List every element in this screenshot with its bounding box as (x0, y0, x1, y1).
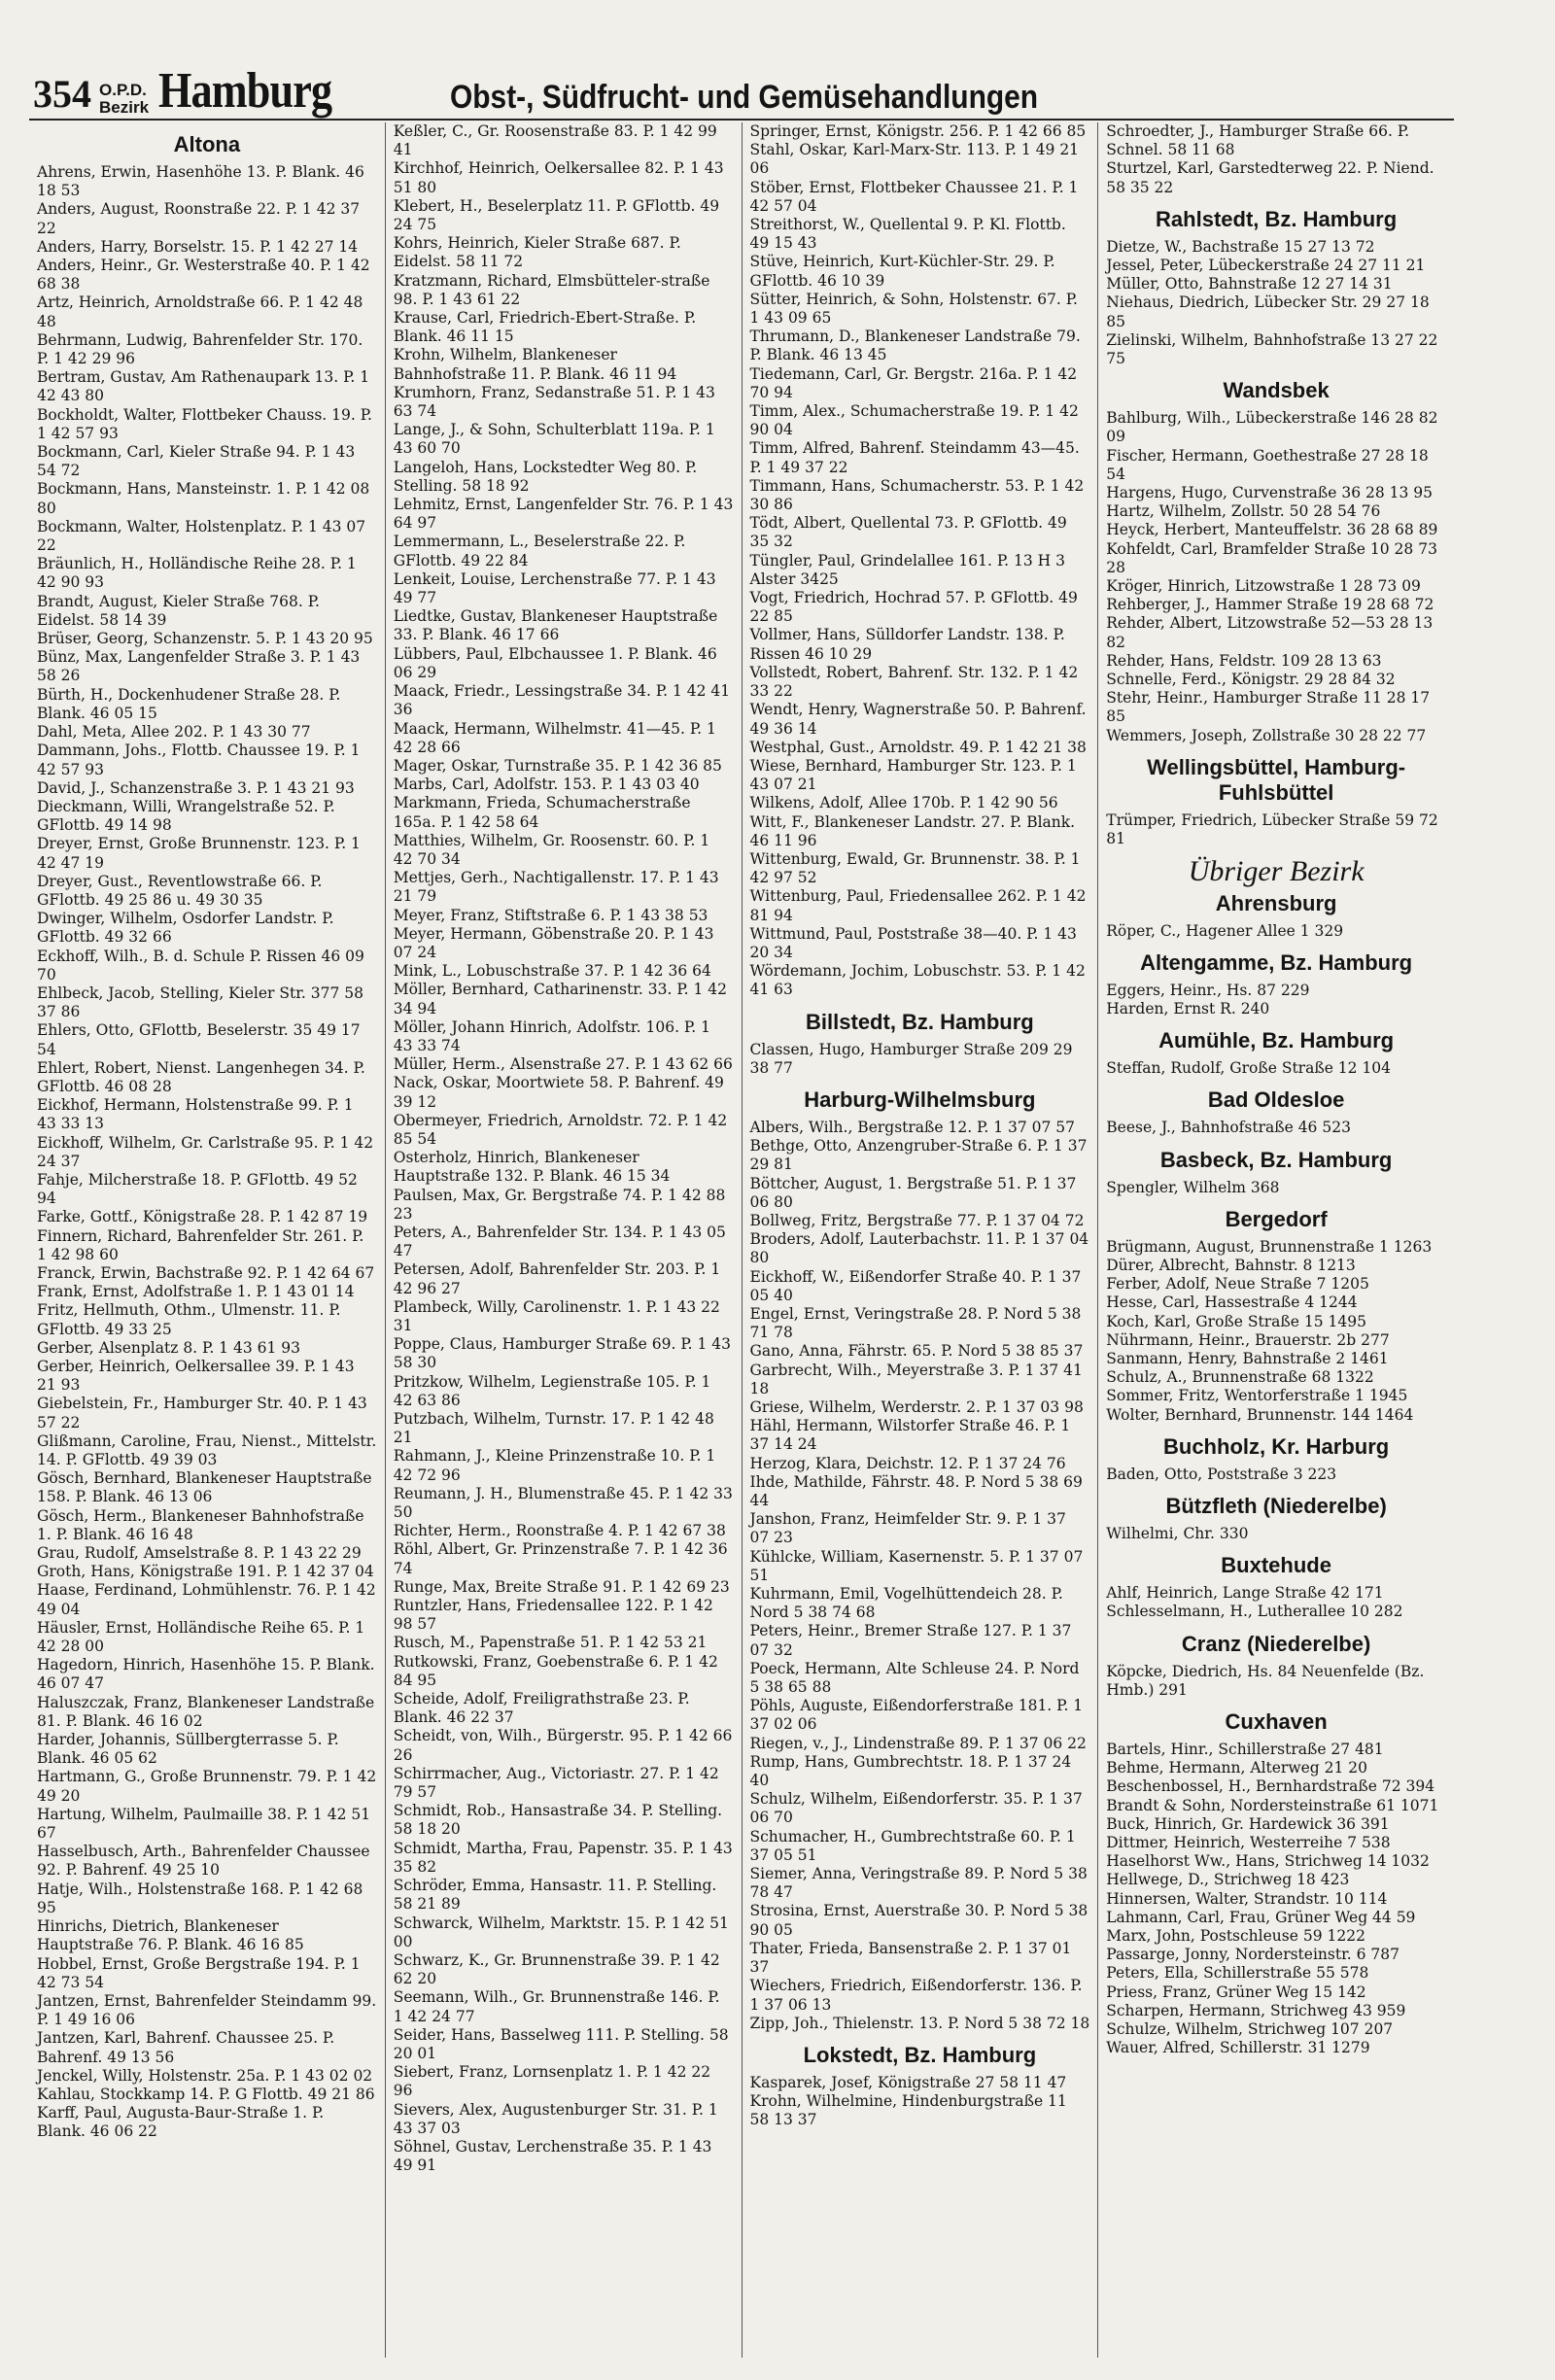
directory-entry: Sütter, Heinrich, & Sohn, Holstenstr. 67. P. 1 43 09 65 (749, 290, 1078, 328)
directory-entry: Hasselbusch, Arth., Bahrenfelder Chaussee 92. P. Bahrenf. 49 25 10 (37, 1843, 370, 1880)
directory-entry: Rehder, Hans, Feldstr. 109 28 13 63 (1106, 651, 1382, 670)
page-header (33, 58, 1452, 117)
place-heading: Billstedt, Bz. Hamburg (806, 1009, 1034, 1034)
directory-entry: Hartung, Wilhelm, Paulmaille 38. P. 1 42 51 67 (37, 1805, 371, 1843)
directory-entry: Röper, C., Hagener Allee 1 329 (1106, 921, 1344, 940)
directory-entry: Wilkens, Adolf, Allee 170b. P. 1 42 90 56 (749, 794, 1058, 812)
directory-entry: Mager, Oskar, Turnstraße 35. P. 1 42 36 85 (393, 756, 722, 775)
directory-entry: Wilhelmi, Chr. 330 (1106, 1524, 1249, 1542)
directory-entry: Böttcher, August, 1. Bergstraße 51. P. 1 37 06 80 (749, 1174, 1077, 1211)
directory-entry: Behme, Hermann, Alterweg 21 20 (1106, 1759, 1368, 1777)
directory-entry: Haluszczak, Franz, Blankeneser Landstraße 81. P. Blank. 46 16 02 (37, 1693, 375, 1730)
directory-entry: Schröder, Emma, Hansastr. 11. P. Stelling. 58 21 89 (393, 1877, 717, 1914)
directory-entry: Kühlcke, William, Kasernenstr. 5. P. 1 37 07 51 (749, 1547, 1084, 1584)
directory-entry: Tüngler, Paul, Grindelallee 161. P. 13 H 3 Alster 3425 (749, 551, 1065, 588)
directory-entry: David, J., Schanzenstraße 3. P. 1 43 21 93 (37, 778, 355, 797)
directory-entry: Ehlert, Robert, Nienst. Langenhegen 34. P. GFlottb. 46 08 28 (37, 1058, 365, 1095)
directory-entry: Häusler, Ernst, Holländische Reihe 65. P. 1 42 28 00 (37, 1618, 365, 1656)
place-heading: Cuxhaven (1225, 1708, 1328, 1734)
directory-entry: Timm, Alex., Schumacherstraße 19. P. 1 42 90 04 (749, 402, 1079, 439)
directory-entry: Ferber, Adolf, Neue Straße 7 1205 (1106, 1275, 1369, 1293)
columns-container (29, 122, 1454, 2358)
directory-entry: Bünz, Max, Langenfelder Straße 3. P. 1 43 58 26 (37, 648, 361, 685)
directory-entry: Anders, Harry, Borselstr. 15. P. 1 42 27 14 (37, 237, 359, 256)
directory-entry: Steffan, Rudolf, Große Straße 12 104 (1106, 1059, 1392, 1078)
directory-entry: Schmidt, Rob., Hansastraße 34. P. Stelling. 58 18 20 (393, 1802, 723, 1839)
directory-entry: Hartz, Wilhelm, Zollstr. 50 28 54 76 (1106, 502, 1381, 521)
directory-entry: Spengler, Wilhelm 368 (1106, 1178, 1280, 1196)
directory-entry: Lenkeit, Louise, Lerchenstraße 77. P. 1 43 49 77 (393, 569, 716, 607)
directory-entry: Vollmer, Hans, Sülldorfer Landstr. 138. P. Rissen 46 10 29 (749, 626, 1065, 663)
directory-entry: Timm, Alfred, Bahrenf. Steindamm 43—45. P. 1 49 37 22 (749, 439, 1080, 476)
directory-entry: Bethge, Otto, Anzengruber-Straße 6. P. 1 37 29 81 (749, 1137, 1088, 1174)
directory-entry: Ehlers, Otto, GFlottb, Beselerstr. 35 49 17 54 (37, 1021, 361, 1058)
directory-entry: Schnelle, Ferd., Königstr. 29 28 84 32 (1106, 671, 1396, 689)
directory-entry: Möller, Bernhard, Catharinenstr. 33. P. 1 42 34 94 (393, 981, 727, 1018)
directory-entry: Jenckel, Willy, Holstenstr. 25a. P. 1 43 02 02 (37, 2066, 373, 2085)
directory-entry: Anders, August, Roonstraße 22. P. 1 42 37 22 (37, 200, 361, 237)
directory-column (1097, 122, 1454, 2358)
directory-entry: Stöber, Ernst, Flottbeker Chaussee 21. P. 1 42 57 04 (749, 178, 1079, 215)
place-heading: Bad Oldesloe (1207, 1087, 1345, 1113)
directory-entry: Schwarck, Wilhelm, Marktstr. 15. P. 1 42 51 00 (393, 1914, 729, 1950)
directory-entry: Kohrs, Heinrich, Kieler Straße 687. P. Eidelst. 58 11 72 (393, 234, 681, 271)
directory-entry: Sommer, Fritz, Wentorferstraße 1 1945 (1106, 1387, 1408, 1405)
district-label (99, 82, 149, 117)
directory-entry: Kuhrmann, Emil, Vogelhüttendeich 28. P. Nord 5 38 74 68 (749, 1585, 1063, 1622)
directory-entry: Schirrmacher, Aug., Victoriastr. 27. P. 1 42 79 57 (393, 1764, 719, 1802)
directory-entry: Marx, John, Postschleuse 59 1222 (1106, 1927, 1365, 1945)
directory-entry: Peters, Heinr., Bremer Straße 127. P. 1 37 07 32 (749, 1622, 1072, 1659)
directory-entry: Giebelstein, Fr., Hamburger Str. 40. P. 1 43 57 22 (37, 1395, 367, 1431)
district-line-2: Bezirk (99, 98, 150, 117)
directory-column (29, 122, 385, 2358)
directory-entry: Tiedemann, Carl, Gr. Bergstr. 216a. P. 1 42 70 94 (749, 364, 1078, 401)
directory-entry: Maack, Hermann, Wilhelmstr. 41—45. P. 1 42 28 66 (393, 719, 716, 756)
place-heading: Wandsbek (1223, 378, 1330, 403)
directory-entry: Fischer, Hermann, Goethestraße 27 28 18 54 (1106, 446, 1429, 483)
directory-entry: Streithorst, W., Quellental 9. P. Kl. Flottb. 49 15 43 (749, 216, 1066, 253)
directory-entry: Dammann, Johs., Flottb. Chaussee 19. P. 1 42 57 93 (37, 742, 361, 778)
directory-entry: Runge, Max, Breite Straße 91. P. 1 42 69 23 (393, 1577, 730, 1596)
directory-entry: Schwarz, K., Gr. Brunnenstraße 39. P. 1 42 62 20 (393, 1950, 720, 1988)
directory-entry: Timmann, Hans, Schumacherstr. 53. P. 1 42 30 86 (749, 476, 1085, 514)
directory-entry: Scheide, Adolf, Freiligrathstraße 23. P. Blank. 46 22 37 (393, 1690, 690, 1727)
directory-entry: Poppe, Claus, Hamburger Straße 69. P. 1 43 58 30 (393, 1335, 731, 1372)
directory-entry: Wemmers, Joseph, Zollstraße 30 28 22 77 (1106, 726, 1427, 744)
directory-entry: Peters, Ella, Schillerstraße 55 578 (1106, 1964, 1369, 1983)
directory-entry: Rump, Hans, Gumbrechtstr. 18. P. 1 37 24 40 (749, 1752, 1072, 1790)
directory-entry: Hinnersen, Walter, Strandstr. 10 114 (1106, 1889, 1388, 1908)
directory-entry: Meyer, Hermann, Göbenstraße 20. P. 1 43 07 24 (393, 924, 714, 961)
directory-entry: Tödt, Albert, Quellental 73. P. GFlottb. 49 35 32 (749, 514, 1067, 551)
directory-entry: Wauer, Alfred, Schillerstr. 31 1279 (1106, 2039, 1370, 2057)
directory-entry: Hagedorn, Hinrich, Hasenhöhe 15. P. Blank. 46 07 47 (37, 1656, 375, 1693)
directory-entry: Krohn, Wilhelm, Blankeneser Bahnhofstraße 11. P. Blank. 46 11 94 (393, 346, 677, 383)
directory-entry: Osterholz, Hinrich, Blankeneser Hauptstraße 132. P. Blank. 46 15 34 (393, 1149, 671, 1186)
directory-entry: Nührmann, Heinr., Brauerstr. 2b 277 (1106, 1330, 1390, 1349)
directory-entry: Müller, Otto, Bahnstraße 12 27 14 31 (1106, 275, 1393, 293)
directory-entry: Dreyer, Ernst, Große Brunnenstr. 123. P. 1 42 47 19 (37, 835, 361, 872)
directory-entry: Bockmann, Hans, Mansteinstr. 1. P. 1 42 08 80 (37, 480, 370, 517)
directory-entry: Kröger, Hinrich, Litzowstraße 1 28 73 09 (1106, 577, 1421, 596)
directory-entry: Dietze, W., Bachstraße 15 27 13 72 (1106, 237, 1375, 256)
directory-entry: Passarge, Jonny, Nordersteinstr. 6 787 (1106, 1946, 1400, 1964)
directory-entry: Thrumann, D., Blankeneser Landstraße 79. P. Blank. 46 13 45 (749, 328, 1081, 364)
city-title: Hamburg (158, 63, 332, 119)
directory-entry: Witt, F., Blankeneser Landstr. 27. P. Blank. 46 11 96 (749, 812, 1076, 849)
directory-entry: Mettjes, Gerh., Nachtigallenstr. 17. P. 1 43 21 79 (393, 869, 719, 906)
directory-entry: Gerber, Heinrich, Oelkersallee 39. P. 1 43 21 93 (37, 1358, 355, 1395)
directory-entry: Schulz, Wilhelm, Eißendorferstr. 35. P. 1 37 06 70 (749, 1790, 1083, 1827)
directory-entry: Grau, Rudolf, Amselstraße 8. P. 1 43 22 29 (37, 1544, 362, 1563)
place-heading: Altengamme, Bz. Hamburg (1140, 949, 1413, 975)
directory-entry: Hargens, Hugo, Curvenstraße 36 28 13 95 (1106, 484, 1434, 502)
place-heading: Aumühle, Bz. Hamburg (1158, 1028, 1395, 1053)
place-heading: Rahlstedt, Bz. Hamburg (1156, 206, 1398, 231)
directory-entry: Mink, L., Lobuschstraße 37. P. 1 42 36 64 (393, 962, 711, 981)
directory-entry: Jantzen, Ernst, Bahrenfelder Steindamm 99. P. 1 49 16 06 (37, 1991, 377, 2029)
directory-entry: Ehlbeck, Jacob, Stelling, Kieler Str. 377 58 37 86 (37, 983, 363, 1021)
directory-entry: Stehr, Heinr., Hamburger Straße 11 28 17 85 (1106, 689, 1431, 726)
directory-entry: Groth, Hans, Königstraße 191. P. 1 42 37 04 (37, 1563, 374, 1581)
directory-entry: Krause, Carl, Friedrich-Ebert-Straße. P. Blank. 46 11 15 (393, 309, 697, 346)
directory-entry: Behrmann, Ludwig, Bahrenfelder Str. 170. P. 1 42 29 96 (37, 330, 363, 368)
directory-entry: Kasparek, Josef, Königstraße 27 58 11 47 (749, 2073, 1067, 2091)
directory-column (385, 122, 742, 2358)
directory-entry: Lübbers, Paul, Elbchaussee 1. P. Blank. 46 06 29 (393, 644, 717, 681)
directory-entry: Vogt, Friedrich, Hochrad 57. P. GFlottb. 49 22 85 (749, 589, 1078, 626)
directory-entry: Hatje, Wilh., Holstenstraße 168. P. 1 42 68 95 (37, 1880, 363, 1916)
directory-entry: Farke, Gottf., Königstraße 28. P. 1 42 87 19 (37, 1208, 368, 1226)
directory-entry: Möller, Johann Hinrich, Adolfstr. 106. P. 1 43 33 74 (393, 1018, 710, 1054)
category-title: Obst-, Südfrucht- und Gemüsehandlungen (450, 79, 1039, 116)
directory-entry: Franck, Erwin, Bachstraße 92. P. 1 42 64 67 (37, 1263, 375, 1282)
directory-entry: Hellwege, D., Strichweg 18 423 (1106, 1871, 1350, 1889)
directory-entry: Lahmann, Carl, Frau, Grüner Weg 44 59 (1106, 1908, 1416, 1926)
directory-entry: Lange, J., & Sohn, Schulterblatt 119a. P. 1 43 60 70 (393, 421, 715, 458)
directory-entry: Classen, Hugo, Hamburger Straße 209 29 38 77 (749, 1040, 1073, 1077)
directory-entry: Richter, Herm., Roonstraße 4. P. 1 42 67 38 (393, 1522, 726, 1540)
directory-entry: Brandt, August, Kieler Straße 768. P. Eidelst. 58 14 39 (37, 592, 320, 629)
directory-entry: Schroedter, J., Hamburger Straße 66. P. Schnel. 58 11 68 (1106, 122, 1410, 159)
place-heading: Wellingsbüttel, Hamburg-Fuhlsbüttel (1147, 754, 1406, 805)
directory-entry: Harden, Ernst R. 240 (1106, 999, 1270, 1018)
directory-entry: Meyer, Franz, Stiftstraße 6. P. 1 43 38 53 (393, 906, 708, 924)
directory-entry: Kirchhof, Heinrich, Oelkersallee 82. P. 1 43 51 80 (393, 159, 724, 196)
directory-entry: Kahlau, Stockkamp 14. P. G Flottb. 49 21 86 (37, 2085, 375, 2103)
directory-entry: Runtzler, Hans, Friedensallee 122. P. 1 42 98 57 (393, 1597, 713, 1634)
directory-entry: Wiese, Bernhard, Hamburger Str. 123. P. 1 43 07 21 (749, 756, 1077, 794)
directory-entry: Heyck, Herbert, Manteuffelstr. 36 28 68 89 (1106, 521, 1438, 539)
directory-entry: Bockmann, Walter, Holstenplatz. P. 1 43 07 22 (37, 517, 366, 555)
directory-entry: Wördemann, Jochim, Lobuschstr. 53. P. 1 42 41 63 (749, 962, 1086, 999)
place-heading: Altona (173, 132, 241, 156)
directory-entry: Nack, Oskar, Moortwiete 58. P. Bahrenf. 49 39 12 (393, 1074, 724, 1111)
directory-entry: Schmidt, Martha, Frau, Papenstr. 35. P. 1 43 35 82 (393, 1839, 733, 1876)
directory-entry: Springer, Ernst, Königstr. 256. P. 1 42 66 85 (749, 122, 1087, 140)
directory-entry: Wittenburg, Ewald, Gr. Brunnenstr. 38. P. 1 42 97 52 (749, 849, 1081, 887)
directory-entry: Hesse, Carl, Hassestraße 4 1244 (1106, 1293, 1358, 1312)
directory-entry: Schulze, Wilhelm, Strichweg 107 207 (1106, 2020, 1394, 2039)
directory-entry: Vollstedt, Robert, Bahrenf. Str. 132. P. 1 42 33 22 (749, 663, 1079, 701)
directory-entry: Eickhoff, W., Eißendorfer Straße 40. P. 1 37 05 40 (749, 1267, 1082, 1304)
directory-entry: Gerber, Alsenplatz 8. P. 1 43 61 93 (37, 1338, 300, 1357)
directory-entry: Brüser, Georg, Schanzenstr. 5. P. 1 43 20 95 (37, 630, 373, 648)
directory-entry: Hobbel, Ernst, Große Bergstraße 194. P. 1 42 73 54 (37, 1954, 361, 1991)
directory-entry: Poeck, Hermann, Alte Schleuse 24. P. Nord 5 38 65 88 (749, 1659, 1080, 1697)
directory-entry: Eckhoff, Wilh., B. d. Schule P. Rissen 46 09 70 (37, 947, 364, 983)
directory-entry: Gano, Anna, Fährstr. 65. P. Nord 5 38 85 37 (749, 1342, 1084, 1361)
directory-entry: Thater, Frieda, Bansenstraße 2. P. 1 37 01 37 (749, 1939, 1072, 1977)
directory-entry: Haselhorst Ww., Hans, Strichweg 14 1032 (1106, 1852, 1430, 1871)
directory-entry: Eickhoff, Wilhelm, Gr. Carlstraße 95. P. 1 42 24 37 (37, 1133, 374, 1170)
directory-entry: Riegen, v., J., Lindenstraße 89. P. 1 37 06 22 (749, 1734, 1087, 1752)
directory-entry: Zipp, Joh., Thielenstr. 13. P. Nord 5 38 72 18 (749, 2014, 1090, 2032)
directory-entry: Lemmermann, L., Beselerstraße 22. P. GFlottb. 49 22 84 (393, 533, 686, 569)
directory-entry: Lehmitz, Ernst, Langenfelder Str. 76. P. 1 43 64 97 (393, 496, 734, 533)
directory-entry: Brandt & Sohn, Nordersteinstraße 61 1071 (1106, 1796, 1439, 1814)
directory-entry: Hähl, Hermann, Wilstorfer Straße 46. P. 1 37 14 24 (749, 1417, 1071, 1454)
directory-entry: Hinrichs, Dietrich, Blankeneser Hauptstraße 76. P. Blank. 46 16 85 (37, 1917, 304, 1954)
directory-entry: Haase, Ferdinand, Lohmühlenstr. 76. P. 1 42 49 04 (37, 1581, 376, 1618)
directory-entry: Pöhls, Auguste, Eißendorferstraße 181. P. 1 37 02 06 (749, 1697, 1084, 1734)
directory-entry: Sanmann, Henry, Bahnstraße 2 1461 (1106, 1349, 1389, 1367)
directory-entry: Putzbach, Wilhelm, Turnstr. 17. P. 1 42 48 21 (393, 1410, 714, 1447)
place-heading: Buxtehude (1221, 1553, 1331, 1578)
page-number: 354 (33, 72, 91, 116)
directory-entry: Bräunlich, H., Holländische Reihe 28. P. 1 42 90 93 (37, 555, 357, 592)
directory-entry: Rahmann, J., Kleine Prinzenstraße 10. P. 1 42 72 96 (393, 1447, 716, 1484)
header-rule (29, 119, 1454, 121)
directory-entry: Obermeyer, Friedrich, Arnoldstr. 72. P. 1 42 85 54 (393, 1111, 728, 1148)
directory-entry: Beschenbossel, H., Bernhardstraße 72 394 (1106, 1777, 1435, 1796)
directory-entry: Anders, Heinr., Gr. Westerstraße 40. P. 1 42 68 38 (37, 257, 370, 293)
directory-entry: Bahlburg, Wilh., Lübeckerstraße 146 28 82 09 (1106, 409, 1438, 446)
directory-entry: Jantzen, Karl, Bahrenf. Chaussee 25. P. Bahrenf. 49 13 56 (37, 2029, 335, 2066)
directory-entry: Seider, Hans, Basselweg 111. P. Stelling. 58 20 01 (393, 2025, 729, 2062)
directory-entry: Siemer, Anna, Veringstraße 89. P. Nord 5 38 78 47 (749, 1865, 1088, 1902)
directory-entry: Karff, Paul, Augusta-Baur-Straße 1. P. Blank. 46 06 22 (37, 2104, 325, 2141)
directory-entry: Niehaus, Diedrich, Lübecker Str. 29 27 18 85 (1106, 293, 1430, 330)
directory-entry: Rutkowski, Franz, Goebenstraße 6. P. 1 42 84 95 (393, 1652, 718, 1689)
directory-entry: Trümper, Friedrich, Lübecker Straße 59 72 81 (1106, 811, 1438, 848)
directory-entry: Schumacher, H., Gumbrechtstraße 60. P. 1 37 05 51 (749, 1827, 1076, 1864)
directory-entry: Müller, Herm., Alsenstraße 27. P. 1 43 62 66 (393, 1055, 733, 1074)
directory-column (742, 122, 1098, 2358)
directory-entry: Fahje, Milcherstraße 18. P. GFlottb. 49 52 94 (37, 1170, 358, 1208)
directory-entry: Gösch, Herm., Blankeneser Bahnhofstraße 1. P. Blank. 46 16 48 (37, 1506, 364, 1543)
directory-entry: Kratzmann, Richard, Elmsbütteler-straße 98. P. 1 43 61 22 (393, 271, 710, 308)
directory-entry: Wittenburg, Paul, Friedensallee 262. P. 1 42 81 94 (749, 887, 1087, 924)
place-heading: Basbeck, Bz. Hamburg (1159, 1147, 1393, 1172)
directory-entry: Langeloh, Hans, Lockstedter Weg 80. P. Stelling. 58 18 92 (393, 458, 698, 495)
directory-entry: Eggers, Heinr., Hs. 87 229 (1106, 981, 1310, 999)
region-heading: Übriger Bezirk (1188, 855, 1365, 888)
directory-entry: Plambeck, Willy, Carolinenstr. 1. P. 1 43 22 31 (393, 1297, 720, 1334)
directory-entry: Zielinski, Wilhelm, Bahnhofstraße 13 27 22 75 (1106, 330, 1438, 368)
directory-entry: Bertram, Gustav, Am Rathenaupark 13. P. 1 42 43 80 (37, 368, 370, 405)
directory-entry: Sievers, Alex, Augustenburger Str. 31. P. 1 43 37 03 (393, 2100, 718, 2137)
directory-entry: Albers, Wilh., Bergstraße 12. P. 1 37 07 57 (749, 1118, 1076, 1136)
directory-entry: Bockholdt, Walter, Flottbeker Chauss. 19. P. 1 42 57 93 (37, 405, 372, 442)
place-heading: Buchholz, Kr. Harburg (1163, 1433, 1390, 1459)
directory-entry: Rusch, M., Papenstraße 51. P. 1 42 53 21 (393, 1634, 708, 1652)
directory-entry: Bürth, H., Dockenhudener Straße 28. P. Blank. 46 05 15 (37, 685, 341, 722)
directory-entry: Dieckmann, Willi, Wrangelstraße 52. P. GFlottb. 49 14 98 (37, 797, 335, 835)
directory-entry: Strosina, Ernst, Auerstraße 30. P. Nord 5 38 90 05 (749, 1902, 1088, 1939)
directory-entry: Krumhorn, Franz, Sedanstraße 51. P. 1 43 63 74 (393, 383, 715, 421)
directory-entry: Markmann, Frieda, Schumacherstraße 165a. P. 1 42 58 64 (393, 794, 691, 831)
place-heading: Cranz (Niederelbe) (1181, 1631, 1371, 1656)
directory-entry: Beese, J., Bahnhofstraße 46 523 (1106, 1119, 1351, 1137)
place-heading: Bützfleth (Niederelbe) (1165, 1493, 1387, 1518)
directory-entry: Gösch, Bernhard, Blankeneser Hauptstraße 158. P. Blank. 46 13 06 (37, 1469, 372, 1506)
directory-entry: Dittmer, Heinrich, Westerreihe 7 538 (1106, 1833, 1391, 1851)
directory-entry: Buck, Hinrich, Gr. Hardewick 36 391 (1106, 1814, 1390, 1833)
directory-entry: Finnern, Richard, Bahrenfelder Str. 261. P. 1 42 98 60 (37, 1226, 364, 1263)
directory-entry: Scharpen, Hermann, Strichweg 43 959 (1106, 2001, 1406, 2019)
directory-entry: Kohfeldt, Carl, Bramfelder Straße 10 28 73 28 (1106, 539, 1437, 576)
directory-entry: Koch, Karl, Große Straße 15 1495 (1106, 1312, 1366, 1330)
directory-entry: Stüve, Heinrich, Kurt-Küchler-Str. 29. P. GFlottb. 46 10 39 (749, 253, 1055, 290)
directory-entry: Janshon, Franz, Heimfelder Str. 9. P. 1 37 07 23 (749, 1510, 1066, 1547)
directory-entry: Sturtzel, Karl, Garstedterweg 22. P. Niend. 58 35 22 (1106, 159, 1434, 196)
directory-entry: Garbrecht, Wilh., Meyerstraße 3. P. 1 37 41 18 (749, 1361, 1083, 1397)
place-heading: Bergedorf (1225, 1206, 1328, 1231)
district-line-1: O.P.D. (99, 81, 147, 99)
directory-entry: Frank, Ernst, Adolfstraße 1. P. 1 43 01 14 (37, 1283, 355, 1301)
place-heading: Ahrensburg (1215, 890, 1337, 915)
directory-entry: Hartmann, G., Große Brunnenstr. 79. P. 1 42 49 20 (37, 1768, 377, 1805)
directory-entry: Reumann, J. H., Blumenstraße 45. P. 1 42 33 50 (393, 1484, 733, 1522)
directory-entry: Keßler, C., Gr. Roosenstraße 83. P. 1 42 99 41 (393, 122, 717, 159)
directory-entry: Stahl, Oskar, Karl-Marx-Str. 113. P. 1 49 21 06 (749, 141, 1080, 178)
directory-entry: Ahrens, Erwin, Hasenhöhe 13. P. Blank. 46 18 53 (37, 163, 364, 200)
directory-entry: Krohn, Wilhelmine, Hindenburgstraße 11 58 13 37 (749, 2092, 1067, 2129)
directory-entry: Baden, Otto, Poststraße 3 223 (1106, 1465, 1337, 1483)
directory-entry: Petersen, Adolf, Bahrenfelder Str. 203. P. 1 42 96 27 (393, 1260, 721, 1297)
directory-entry: Scheidt, von, Wilh., Bürgerstr. 95. P. 1 42 66 26 (393, 1727, 733, 1764)
directory-entry: Westphal, Gust., Arnoldstr. 49. P. 1 42 21 38 (749, 738, 1087, 756)
directory-entry: Seemann, Wilh., Gr. Brunnenstraße 146. P. 1 42 24 77 (393, 1988, 720, 2025)
directory-entry: Herzog, Klara, Deichstr. 12. P. 1 37 24 76 (749, 1454, 1066, 1472)
directory-entry: Eickhof, Hermann, Holstenstraße 99. P. 1 43 33 13 (37, 1096, 354, 1133)
directory-entry: Wiechers, Friedrich, Eißendorferstr. 136. P. 1 37 06 13 (749, 1977, 1083, 2014)
directory-entry: Griese, Wilhelm, Werderstr. 2. P. 1 37 03 98 (749, 1398, 1084, 1416)
directory-entry: Siebert, Franz, Lornsenplatz 1. P. 1 42 22 96 (393, 2063, 711, 2100)
place-heading: Lokstedt, Bz. Hamburg (803, 2042, 1037, 2067)
directory-entry: Schlesselmann, H., Lutherallee 10 282 (1106, 1603, 1403, 1621)
directory-entry: Harder, Johannis, Süllbergterrasse 5. P. Blank. 46 05 62 (37, 1731, 339, 1768)
directory-entry: Ihde, Mathilde, Fährstr. 48. P. Nord 5 38 69 44 (749, 1472, 1083, 1510)
directory-entry: Maack, Friedr., Lessingstraße 34. P. 1 42 41 36 (393, 682, 731, 719)
directory-entry: Klebert, H., Beselerplatz 11. P. GFlottb. 49 24 75 (393, 196, 720, 234)
directory-entry: Wittmund, Paul, Poststraße 38—40. P. 1 43 20 34 (749, 924, 1077, 961)
directory-entry: Engel, Ernst, Veringstraße 28. P. Nord 5 38 71 78 (749, 1304, 1082, 1342)
directory-entry: Matthies, Wilhelm, Gr. Roosenstr. 60. P. 1 42 70 34 (393, 831, 710, 868)
directory-entry: Söhnel, Gustav, Lerchenstraße 35. P. 1 43 49 91 (393, 2137, 712, 2175)
directory-entry: Fritz, Hellmuth, Othm., Ulmenstr. 11. P. GFlottb. 49 33 25 (37, 1301, 341, 1338)
directory-entry: Rehberger, J., Hammer Straße 19 28 68 72 (1106, 596, 1434, 614)
directory-entry: Dahl, Meta, Allee 202. P. 1 43 30 77 (37, 723, 311, 742)
directory-entry: Bollweg, Fritz, Bergstraße 77. P. 1 37 04 72 (749, 1211, 1085, 1229)
directory-entry: Wolter, Bernhard, Brunnenstr. 144 1464 (1106, 1405, 1414, 1424)
directory-entry: Dwinger, Wilhelm, Osdorfer Landstr. P. GFlottb. 49 32 66 (37, 910, 334, 947)
directory-entry: Rehder, Albert, Litzowstraße 52—53 28 13 82 (1106, 614, 1434, 651)
directory-entry: Broders, Adolf, Lauterbachstr. 11. P. 1 37 04 80 (749, 1230, 1089, 1267)
directory-entry: Dreyer, Gust., Reventlowstraße 66. P. GFlottb. 49 25 86 u. 49 30 35 (37, 872, 323, 909)
directory-entry: Glißmann, Caroline, Frau, Nienst., Mittelstr. 14. P. GFlottb. 49 39 03 (37, 1431, 377, 1469)
directory-entry: Jessel, Peter, Lübeckerstraße 24 27 11 21 (1106, 257, 1426, 275)
directory-entry: Bockmann, Carl, Kieler Straße 94. P. 1 43 54 72 (37, 443, 356, 480)
directory-entry: Schulz, A., Brunnenstraße 68 1322 (1106, 1368, 1374, 1387)
directory-entry: Artz, Heinrich, Arnoldstraße 66. P. 1 42 48 48 (37, 293, 363, 330)
directory-entry: Bartels, Hinr., Schillerstraße 27 481 (1106, 1740, 1384, 1758)
directory-entry: Ahlf, Heinrich, Lange Straße 42 171 (1106, 1584, 1384, 1603)
directory-entry: Brügmann, August, Brunnenstraße 1 1263 (1106, 1237, 1433, 1256)
directory-entry: Köpcke, Diedrich, Hs. 84 Neuenfelde (Bz. Hmb.) 291 (1106, 1662, 1425, 1699)
directory-entry: Dürer, Albrecht, Bahnstr. 8 1213 (1106, 1256, 1356, 1274)
directory-entry: Pritzkow, Wilhelm, Legienstraße 105. P. 1 42 63 86 (393, 1372, 711, 1409)
directory-entry: Wendt, Henry, Wagnerstraße 50. P. Bahrenf. 49 36 14 (749, 701, 1087, 738)
directory-entry: Paulsen, Max, Gr. Bergstraße 74. P. 1 42 88 23 (393, 1186, 726, 1223)
directory-entry: Marbs, Carl, Adolfstr. 153. P. 1 43 03 40 (393, 776, 700, 794)
place-heading: Harburg-Wilhelmsburg (804, 1087, 1036, 1112)
directory-entry: Röhl, Albert, Gr. Prinzenstraße 7. P. 1 42 36 74 (393, 1540, 728, 1577)
directory-entry: Peters, A., Bahrenfelder Str. 134. P. 1 43 05 47 (393, 1223, 726, 1260)
directory-entry: Liedtke, Gustav, Blankeneser Hauptstraße 33. P. Blank. 46 17 66 (393, 607, 718, 644)
directory-entry: Priess, Franz, Grüner Weg 15 142 (1106, 1983, 1366, 2001)
